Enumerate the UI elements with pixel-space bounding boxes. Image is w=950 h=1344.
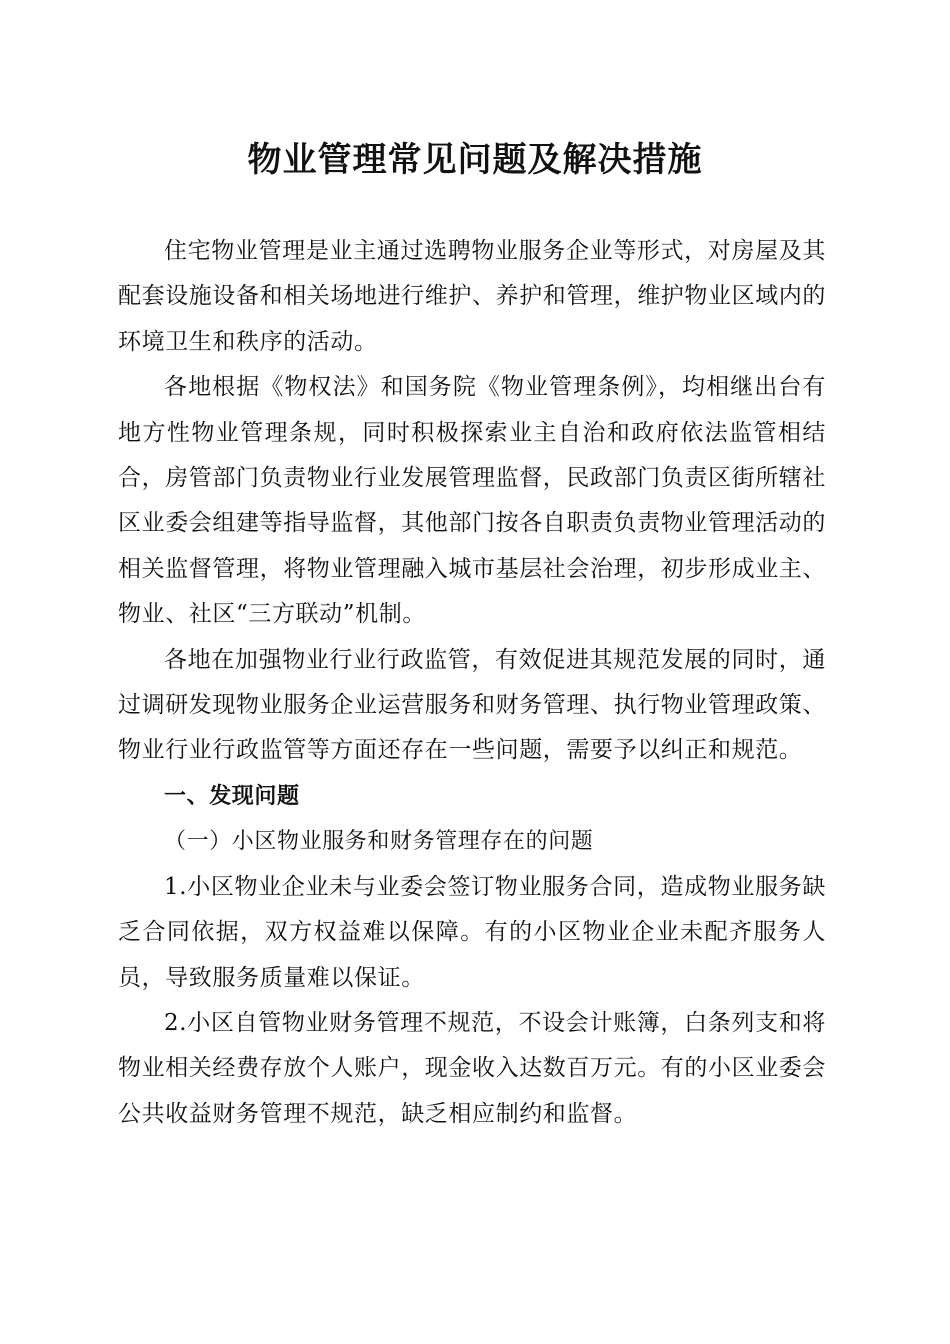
document-title: 物业管理常见问题及解决措施 [247,140,703,180]
paragraph: 各地根据《物权法》和国务院《物业管理条例》，均相继出台有地方性物业管理条规，同时积极探索业主自治和政府依法监管相结合，房管部门负责物业行业发展管理监督，民政部门负责区街所辖社区业委会组建等指导监督，其他部门按各自职责负责物业管理活动的相关监督管理，将物业管理融入城市基层社会治理，初步形成业主、物业、社区“三方联动”机制。 [118,374,826,628]
section-heading: 一、发现问题 [164,783,300,809]
document-body [118,229,826,1137]
paragraph: 各地在加强物业行业行政监管，有效促进其规范发展的同时，通过调研发现物业服务企业运营服务和财务管理、执行物业管理政策、物业行业行政监管等方面还存在一些问题，需要予以纠正和规范。 [118,646,826,764]
numbered-item: 2.小区自管物业财务管理不规范，不设会计账簿，白条列支和将物业相关经费存放个人账户，现金收入达数百万元。有的小区业委会公共收益财务管理不规范，缺乏相应制约和监督。 [118,1009,826,1127]
paragraph: 住宅物业管理是业主通过选聘物业服务企业等形式，对房屋及其配套设施设备和相关场地进行维护、养护和管理，维护物业区域内的环境卫生和秩序的活动。 [118,238,826,355]
numbered-item: 1.小区物业企业未与业委会签订物业服务合同，造成物业服务缺乏合同依据，双方权益难以保障。有的小区物业企业未配齐服务人员，导致服务质量难以保证。 [118,873,826,991]
subsection-heading: （一）小区物业服务和财务管理存在的问题 [164,829,594,855]
